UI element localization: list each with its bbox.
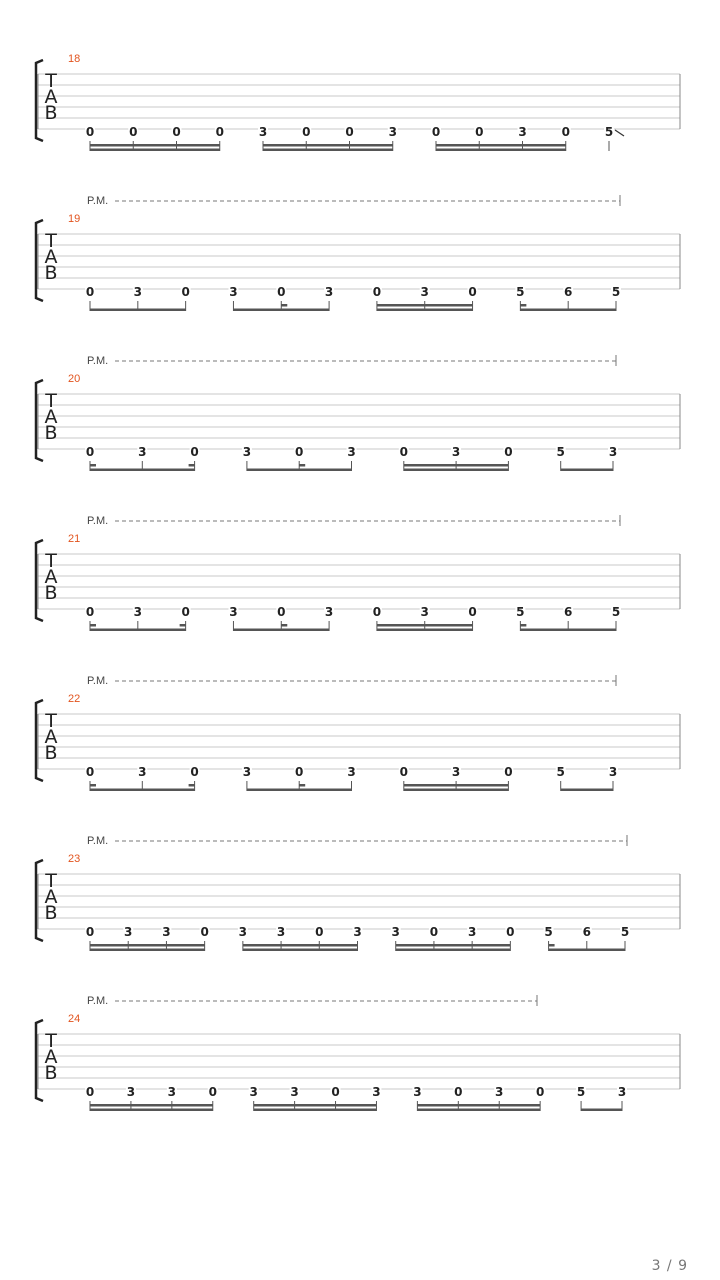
fret-number: 3 bbox=[242, 445, 252, 459]
fret-number: 0 bbox=[129, 125, 138, 139]
fret-number: 3 bbox=[138, 445, 147, 459]
fret-number: 3 bbox=[451, 445, 461, 459]
fret-number: 6 bbox=[564, 285, 573, 299]
beam-secondary bbox=[243, 944, 358, 947]
fret-number: 3 bbox=[391, 925, 400, 939]
fret-number: 3 bbox=[242, 765, 252, 779]
fret-number: 0 bbox=[190, 765, 199, 779]
fret-number: 5 bbox=[516, 605, 525, 619]
palm-mute-label: P.M. bbox=[87, 355, 109, 367]
measure-20 bbox=[36, 355, 680, 471]
fret-number: 3 bbox=[276, 925, 286, 939]
fret-number: 5 bbox=[620, 925, 630, 939]
beam-secondary bbox=[263, 144, 393, 147]
tab-clef-letter: A bbox=[44, 406, 58, 428]
tab-clef-letter: A bbox=[44, 886, 58, 908]
fret-number: 0 bbox=[85, 1085, 95, 1099]
beam bbox=[417, 1109, 540, 1112]
fret-number: 5 bbox=[544, 925, 553, 939]
beam bbox=[233, 309, 329, 312]
tab-clef-letter: T bbox=[45, 710, 57, 732]
fret-number: 5 bbox=[556, 445, 565, 459]
partial-beam bbox=[299, 464, 305, 467]
fret-number: 3 bbox=[372, 1085, 381, 1099]
fret-number: 0 bbox=[468, 605, 477, 619]
fret-number: 0 bbox=[372, 285, 382, 299]
beam bbox=[90, 949, 205, 952]
fret-number: 3 bbox=[324, 605, 334, 619]
beam bbox=[436, 149, 566, 152]
partial-beam bbox=[520, 624, 526, 627]
beam-secondary bbox=[90, 1104, 213, 1107]
tab-clef-letter: A bbox=[44, 86, 58, 108]
beam bbox=[90, 1109, 213, 1112]
fret-number: 0 bbox=[295, 765, 304, 779]
fret-number: 0 bbox=[85, 125, 95, 139]
slide-out-mark bbox=[615, 130, 624, 136]
measure-23 bbox=[36, 835, 680, 951]
partial-beam bbox=[549, 944, 555, 947]
fret-number: 0 bbox=[208, 1085, 217, 1099]
fret-number: 3 bbox=[420, 285, 429, 299]
beam bbox=[243, 949, 358, 952]
fret-number: 5 bbox=[556, 765, 565, 779]
fret-number: 0 bbox=[504, 445, 513, 459]
fret-number: 3 bbox=[324, 285, 334, 299]
beam bbox=[549, 949, 625, 952]
fret-number: 0 bbox=[85, 765, 95, 779]
partial-beam bbox=[90, 784, 96, 787]
fret-number: 3 bbox=[238, 925, 248, 939]
fret-number: 3 bbox=[167, 1085, 177, 1099]
beam-secondary bbox=[417, 1104, 540, 1107]
tab-clef-letter: A bbox=[44, 726, 58, 748]
partial-beam bbox=[520, 304, 526, 307]
fret-number: 3 bbox=[229, 285, 238, 299]
fret-number: 3 bbox=[495, 1085, 504, 1099]
measure-number: 23 bbox=[68, 853, 81, 865]
beam bbox=[90, 149, 220, 152]
fret-number: 0 bbox=[315, 925, 324, 939]
fret-number: 0 bbox=[506, 925, 515, 939]
palm-mute-label: P.M. bbox=[87, 675, 109, 687]
measure-number: 20 bbox=[68, 373, 81, 385]
fret-number: 0 bbox=[200, 925, 209, 939]
fret-number: 0 bbox=[535, 1085, 545, 1099]
fret-number: 0 bbox=[85, 605, 95, 619]
fret-number: 3 bbox=[518, 125, 527, 139]
partial-beam bbox=[90, 464, 96, 467]
beam bbox=[404, 789, 509, 792]
tab-clef-letter: B bbox=[44, 262, 58, 284]
fret-number: 3 bbox=[162, 925, 171, 939]
fret-number: 3 bbox=[347, 765, 356, 779]
fret-number: 3 bbox=[138, 765, 147, 779]
beam-secondary bbox=[377, 304, 473, 307]
tab-clef-letter: B bbox=[44, 902, 58, 924]
tab-clef-letter: B bbox=[44, 1062, 58, 1084]
fret-number: 3 bbox=[608, 765, 618, 779]
fret-number: 0 bbox=[331, 1085, 340, 1099]
fret-number: 0 bbox=[181, 605, 190, 619]
beam bbox=[233, 629, 329, 632]
beam bbox=[263, 149, 393, 152]
measure-21 bbox=[36, 515, 680, 631]
partial-beam bbox=[189, 784, 195, 787]
partial-beam bbox=[180, 624, 186, 627]
partial-beam bbox=[281, 304, 287, 307]
tab-clef-letter: B bbox=[44, 582, 58, 604]
measure-number: 22 bbox=[68, 693, 81, 705]
palm-mute-label: P.M. bbox=[87, 835, 109, 847]
fret-number: 0 bbox=[475, 125, 484, 139]
tab-clef-letter: T bbox=[45, 390, 57, 412]
fret-number: 6 bbox=[582, 925, 591, 939]
beam bbox=[90, 309, 186, 312]
measure-18 bbox=[36, 53, 680, 151]
fret-number: 0 bbox=[85, 285, 95, 299]
tab-clef-letter: T bbox=[45, 1030, 57, 1052]
beam-secondary bbox=[254, 1104, 377, 1107]
partial-beam bbox=[281, 624, 287, 627]
fret-number: 3 bbox=[249, 1085, 258, 1099]
fret-number: 5 bbox=[516, 285, 525, 299]
beam bbox=[247, 469, 352, 472]
beam-secondary bbox=[436, 144, 566, 147]
beam bbox=[396, 949, 511, 952]
fret-number: 3 bbox=[124, 925, 133, 939]
fret-number: 0 bbox=[399, 445, 408, 459]
beam bbox=[90, 469, 195, 472]
tab-clef-letter: T bbox=[45, 70, 57, 92]
palm-mute-label: P.M. bbox=[87, 995, 109, 1007]
tab-clef-letter: A bbox=[44, 1046, 58, 1068]
fret-number: 3 bbox=[290, 1085, 299, 1099]
tab-clef-letter: A bbox=[44, 566, 58, 588]
beam-secondary bbox=[90, 944, 205, 947]
tab-clef-letter: B bbox=[44, 742, 58, 764]
measure-number: 18 bbox=[68, 53, 81, 65]
fret-number: 0 bbox=[372, 605, 382, 619]
fret-number: 3 bbox=[133, 285, 142, 299]
fret-number: 0 bbox=[399, 765, 408, 779]
beam bbox=[561, 789, 613, 792]
tab-clef-letter: T bbox=[45, 230, 57, 252]
fret-number: 0 bbox=[454, 1085, 463, 1099]
palm-mute-label: P.M. bbox=[87, 195, 109, 207]
fret-number: 0 bbox=[468, 285, 477, 299]
tab-clef-letter: A bbox=[44, 246, 58, 268]
fret-number: 3 bbox=[258, 125, 268, 139]
fret-number: 3 bbox=[420, 605, 429, 619]
fret-number: 0 bbox=[181, 285, 190, 299]
fret-number: 3 bbox=[133, 605, 142, 619]
fret-number: 5 bbox=[604, 125, 614, 139]
fret-number: 6 bbox=[564, 605, 573, 619]
measure-24 bbox=[36, 995, 680, 1111]
fret-number: 0 bbox=[85, 445, 95, 459]
fret-number: 0 bbox=[85, 925, 95, 939]
fret-number: 5 bbox=[576, 1085, 586, 1099]
beam-secondary bbox=[404, 784, 509, 787]
fret-number: 0 bbox=[277, 605, 286, 619]
fret-number: 3 bbox=[229, 605, 238, 619]
measure-19 bbox=[36, 195, 680, 311]
fret-number: 3 bbox=[608, 445, 618, 459]
measure-number: 24 bbox=[68, 1013, 81, 1025]
fret-number: 0 bbox=[215, 125, 224, 139]
fret-number: 0 bbox=[277, 285, 286, 299]
measure-number: 21 bbox=[68, 533, 81, 545]
fret-number: 5 bbox=[611, 605, 621, 619]
fret-number: 0 bbox=[295, 445, 304, 459]
fret-number: 3 bbox=[467, 925, 477, 939]
beam-secondary bbox=[396, 944, 511, 947]
fret-number: 0 bbox=[561, 125, 570, 139]
partial-beam bbox=[90, 624, 96, 627]
fret-number: 3 bbox=[347, 445, 356, 459]
beam-secondary bbox=[377, 624, 473, 627]
partial-beam bbox=[299, 784, 305, 787]
page-number: 3 / 9 bbox=[651, 1258, 688, 1274]
fret-number: 3 bbox=[388, 125, 397, 139]
tab-clef-letter: B bbox=[44, 422, 58, 444]
beam-secondary bbox=[90, 144, 220, 147]
fret-number: 3 bbox=[413, 1085, 422, 1099]
beam bbox=[581, 1109, 622, 1112]
measure-number: 19 bbox=[68, 213, 81, 225]
beam bbox=[520, 629, 616, 632]
tab-clef-letter: B bbox=[44, 102, 58, 124]
beam bbox=[561, 469, 613, 472]
fret-number: 3 bbox=[617, 1085, 627, 1099]
fret-number: 0 bbox=[302, 125, 311, 139]
fret-number: 3 bbox=[353, 925, 362, 939]
beam bbox=[247, 789, 352, 792]
fret-number: 0 bbox=[190, 445, 199, 459]
fret-number: 0 bbox=[431, 125, 441, 139]
fret-number: 3 bbox=[126, 1085, 136, 1099]
fret-number: 5 bbox=[611, 285, 621, 299]
beam-secondary bbox=[404, 464, 509, 467]
fret-number: 0 bbox=[345, 125, 354, 139]
beam bbox=[377, 629, 473, 632]
beam bbox=[254, 1109, 377, 1112]
fret-number: 3 bbox=[451, 765, 461, 779]
fret-number: 0 bbox=[172, 125, 181, 139]
beam bbox=[90, 629, 186, 632]
beam bbox=[404, 469, 509, 472]
measure-22 bbox=[36, 675, 680, 791]
palm-mute-label: P.M. bbox=[87, 515, 109, 527]
beam bbox=[520, 309, 616, 312]
fret-number: 0 bbox=[429, 925, 439, 939]
beam bbox=[377, 309, 473, 312]
beam bbox=[90, 789, 195, 792]
fret-number: 0 bbox=[504, 765, 513, 779]
partial-beam bbox=[189, 464, 195, 467]
tab-clef-letter: T bbox=[45, 870, 57, 892]
tab-clef-letter: T bbox=[45, 550, 57, 572]
